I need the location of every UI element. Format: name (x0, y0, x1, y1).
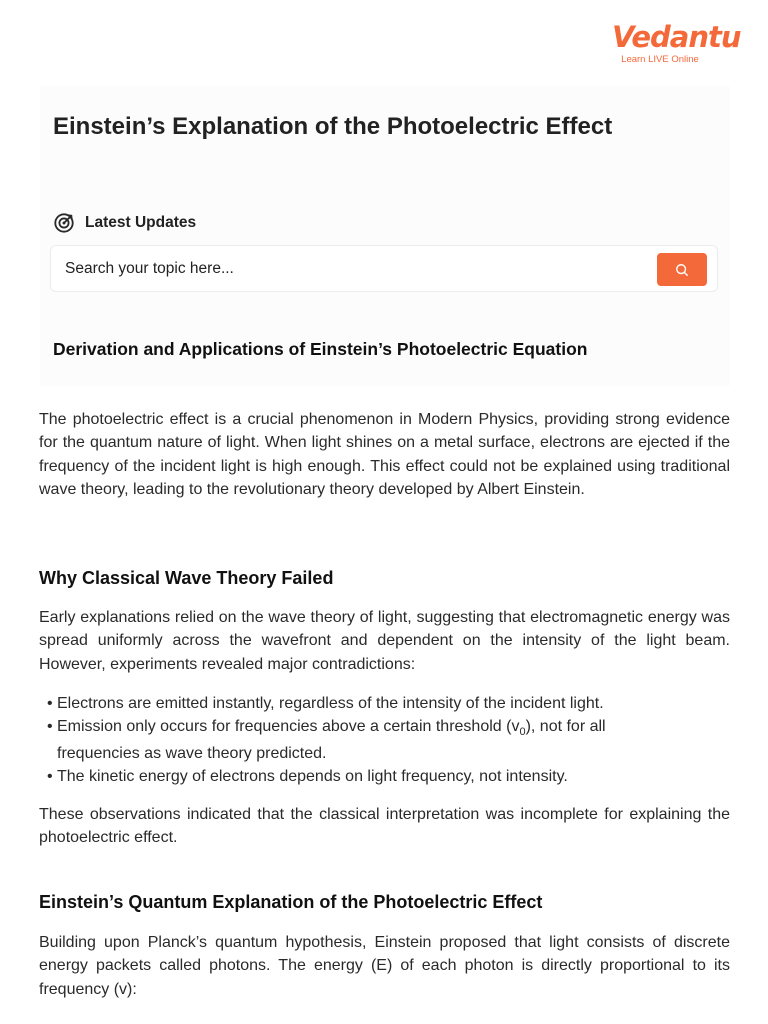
search-button[interactable] (657, 253, 707, 286)
search-icon (675, 263, 689, 277)
frequency-symbol: v (511, 718, 520, 736)
list-item (39, 715, 667, 765)
section-heading-quantum: Einstein’s Quantum Explanation of the Photoelectric Effect (39, 892, 543, 912)
logo-wordmark: Vedantu (612, 20, 741, 54)
search-input[interactable] (65, 246, 645, 291)
quantum-paragraph: Building upon Planck’s quantum hypothesis, Einstein proposed that light consists of discrete energy packets called photons. The energy (E) of each photon is directly proportional to its frequency (v): (39, 934, 730, 998)
search-bar (50, 245, 718, 292)
latest-updates[interactable] (53, 212, 196, 234)
intro-paragraph: The photoelectric effect is a crucial phenomenon in Modern Physics, providing strong evidence for the quantum nature of light. When light shines on a metal surface, electrons are ejected if the frequency of the incident light is high enough. This effect could not be explained using traditional wave theory, leading to the revolutionary theory developed by Albert Einstein. (39, 411, 730, 498)
threshold-subscript: 0 (519, 726, 526, 739)
list-item-text: Emission only occurs for frequencies above a certain threshold ( (57, 718, 512, 736)
wave-theory-conclusion: These observations indicated that the classical interpretation was incomplete for explaining the photoelectric effect. (39, 806, 730, 847)
contradictions-list (39, 692, 729, 788)
target-icon (53, 212, 75, 234)
page-title: Einstein’s Explanation of the Photoelectric Effect (53, 113, 613, 140)
vedantu-logo[interactable] (612, 20, 741, 66)
logo-tagline: Learn LIVE Online (621, 54, 699, 65)
list-item: • Electrons are emitted instantly, regardless of the intensity of the incident light. (39, 692, 667, 715)
list-item: • The kinetic energy of electrons depends on light frequency, not intensity. (39, 765, 667, 788)
section-heading-wave-theory: Why Classical Wave Theory Failed (39, 568, 334, 588)
wave-theory-paragraph: Early explanations relied on the wave theory of light, suggesting that electromagnetic energy was spread uniformly across the wavefront and dependent on the intensity of the light beam. However, experiments revealed major contradictions: (39, 609, 730, 673)
latest-updates-label: Latest Updates (85, 214, 197, 231)
article-subheading: Derivation and Applications of Einstein’s Photoelectric Equation (53, 339, 588, 359)
list-item-text: frequencies as wave theory predicted. (57, 744, 327, 762)
list-item-text: ), not for all (525, 718, 606, 736)
